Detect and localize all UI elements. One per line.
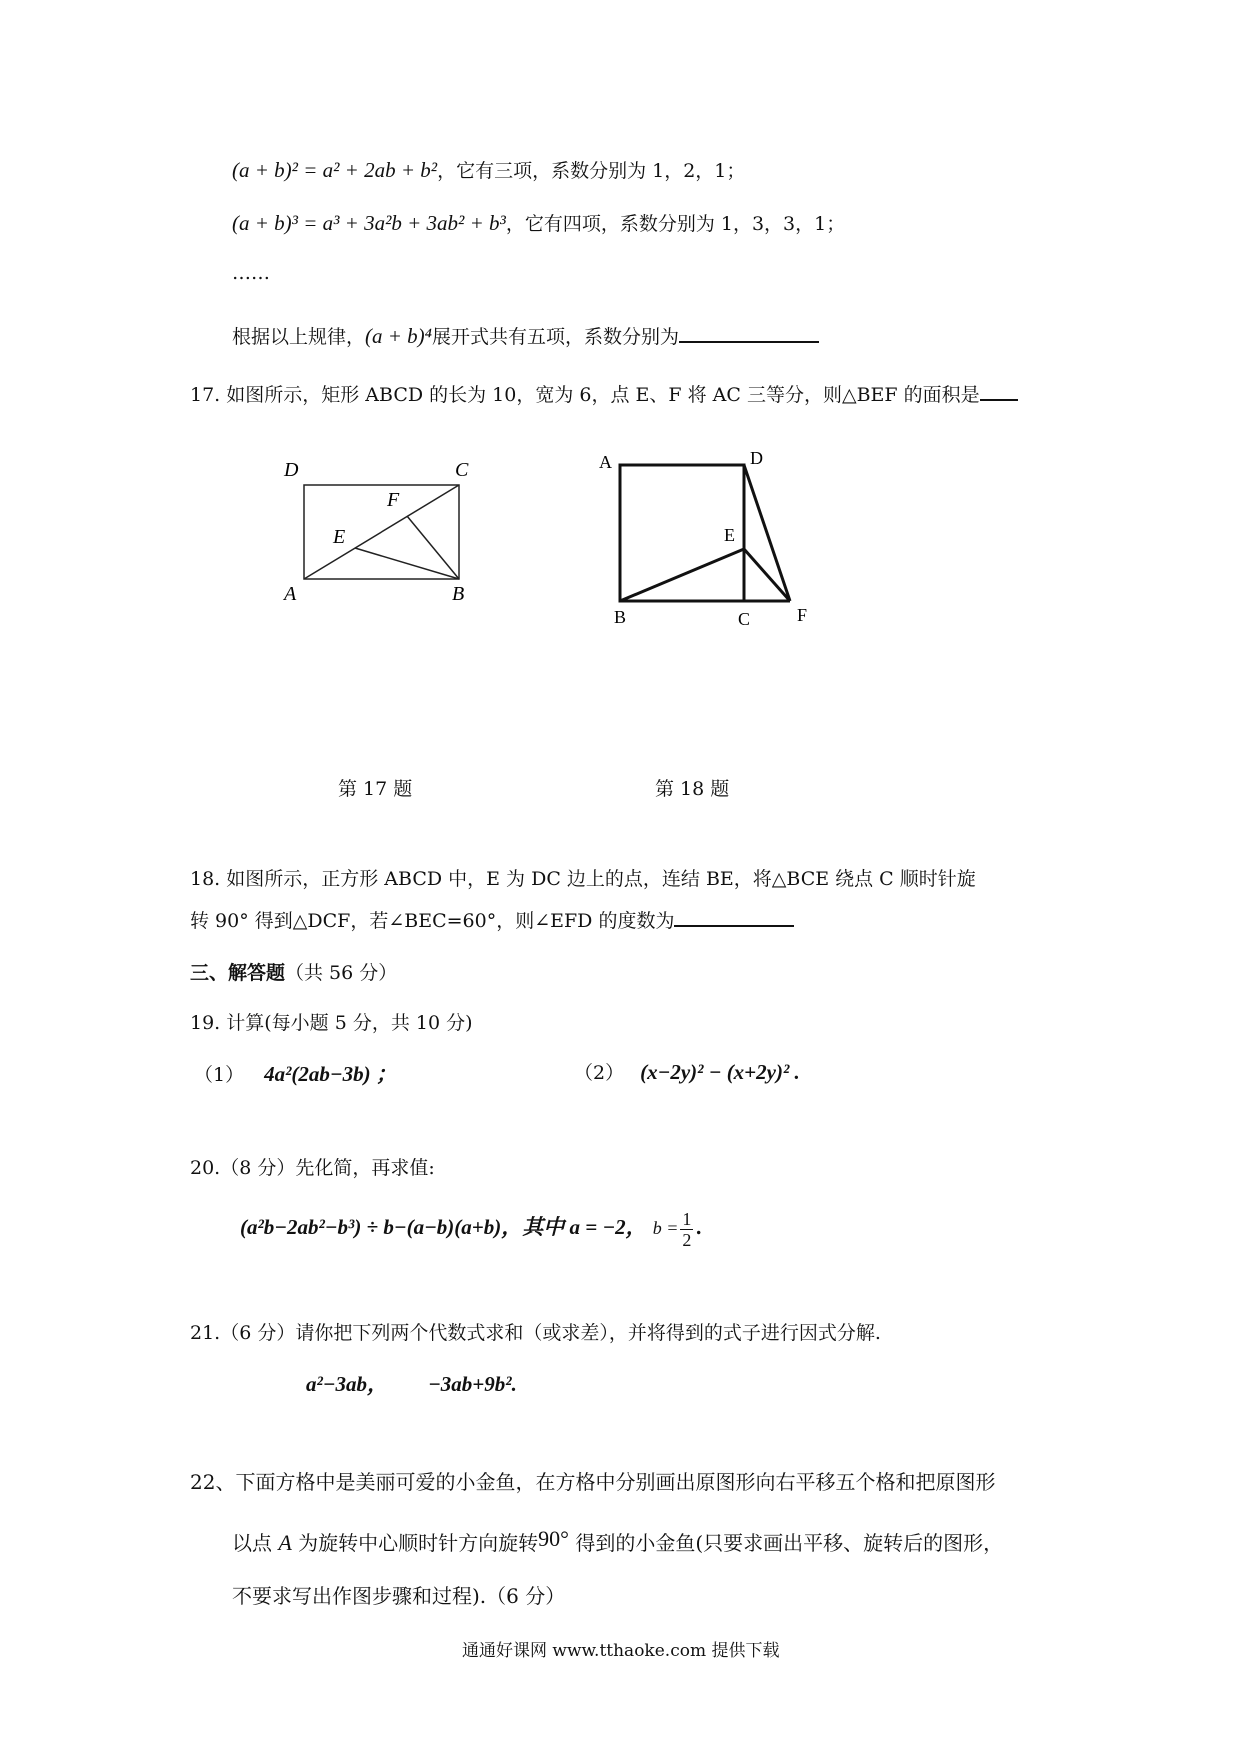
label-c: C [455, 459, 469, 481]
label-d: D [750, 448, 763, 468]
fraction-denominator: 2 [682, 1229, 692, 1250]
fraction-one-half [680, 1209, 693, 1250]
diagonal-ac [304, 485, 459, 579]
question-21-title: 21.（6 分）请你把下列两个代数式求和（或求差），并将得到的式子进行因式分解. [190, 1322, 881, 1344]
section-3-title: 三、解答题 [190, 962, 286, 984]
question-22-line-3: 不要求写出作图步骤和过程).（6 分） [232, 1584, 566, 1608]
line-2-part-a: 以点 [232, 1531, 272, 1555]
label-c: C [738, 609, 751, 629]
label-b: B [614, 607, 627, 627]
line-2-part-c: 得到的小金鱼(只要求画出平移、旋转后的图形， [575, 1531, 1004, 1555]
question-18-line-2 [190, 906, 794, 933]
question-18-text: 转 90° 得到△DCF，若∠BEC=60°，则∠EFD 的度数为 [190, 910, 675, 932]
part-1-label: （1） [194, 1064, 245, 1086]
label-e: E [333, 526, 346, 548]
label-d: D [284, 459, 299, 481]
binomial-line-2 [232, 156, 745, 183]
binomial-4-text: 展开式共有五项，系数分别为 [431, 326, 679, 348]
question-20-title: 20.（8 分）先化简，再求值: [190, 1157, 435, 1179]
segment-be [620, 549, 744, 601]
question-19-part-1 [194, 1058, 397, 1088]
label-f: F [797, 605, 808, 625]
expression-end: . [695, 1217, 703, 1239]
line-2-part-b: 为旋转中心顺时针方向旋转 [298, 1531, 539, 1555]
section-3-score: （共 56 分） [285, 962, 398, 984]
segment-df [744, 465, 790, 601]
label-a: A [599, 452, 612, 472]
ellipsis: …… [232, 262, 270, 284]
caption-17: 第 17 题 [338, 778, 413, 800]
answer-blank-16[interactable] [679, 323, 819, 343]
binomial-line-3 [232, 209, 845, 236]
footer: 通通好课网 www.tthaoke.com 提供下载 [462, 1641, 780, 1661]
expression-2: −3ab+9b². [428, 1372, 517, 1396]
binomial-4-expression: (a + b)⁴ [365, 324, 432, 348]
binomial-cube-equation: (a + b)³ = a³ + 3a²b + 3ab² + b³ [232, 211, 506, 235]
part-1-expression: 4a²(2ab−3b) ； [264, 1062, 397, 1086]
figure-18 [590, 440, 850, 640]
fraction-numerator: 1 [682, 1208, 692, 1229]
answer-blank-17[interactable] [980, 381, 1018, 401]
label-f: F [387, 489, 400, 511]
caption-18: 第 18 题 [655, 778, 730, 800]
label-b: B [452, 583, 465, 605]
question-22-line-1: 22、下面方格中是美丽可爱的小金鱼，在方格中分别画出原图形向右平移五个格和把原图形 [190, 1470, 996, 1494]
segment-ef [744, 549, 790, 601]
question-19-part-2 [574, 1058, 800, 1085]
point-a: A [278, 1530, 292, 1555]
question-20-expression [240, 1205, 702, 1250]
binomial-line-4 [232, 322, 819, 349]
segment-fb [407, 516, 459, 579]
label-e: E [724, 525, 735, 545]
segment-eb [355, 548, 459, 579]
binomial-4-prefix: 根据以上规律， [232, 326, 366, 348]
question-21-expressions [306, 1368, 517, 1398]
part-2-label: （2） [574, 1062, 625, 1084]
question-22-line-2 [232, 1526, 1003, 1556]
b-value-lhs: b = [652, 1218, 679, 1238]
angle-90: 90° [538, 1526, 569, 1551]
question-17-text: 17. 如图所示，矩形 ABCD 的长为 10，宽为 6，点 E、F 将 AC 三等分，则△BEF 的面积是 [190, 384, 980, 406]
part-2-expression: (x−2y)² − (x+2y)² . [640, 1060, 800, 1084]
question-19-title: 19. 计算(每小题 5 分，共 10 分) [190, 1012, 473, 1034]
expression-1: a²−3ab， [306, 1372, 389, 1396]
binomial-square-equation: (a + b)² = a² + 2ab + b² [232, 158, 438, 182]
figure-17 [280, 450, 480, 610]
answer-blank-18[interactable] [674, 907, 794, 927]
section-3-heading [190, 958, 397, 985]
question-17 [190, 380, 1018, 407]
label-a: A [284, 583, 297, 605]
binomial-square-text: ，它有三项，系数分别为 1，2，1； [437, 160, 746, 182]
simplify-expression: (a²b−2ab²−b³) ÷ b−(a−b)(a+b)，其中 a = −2， [240, 1215, 647, 1239]
binomial-cube-text: ，它有四项，系数分别为 1，3，3，1； [505, 213, 846, 235]
question-18-line-1: 18. 如图所示，正方形 ABCD 中，E 为 DC 边上的点，连结 BE，将△BCE 绕点 C 顺时针旋 [190, 868, 976, 890]
